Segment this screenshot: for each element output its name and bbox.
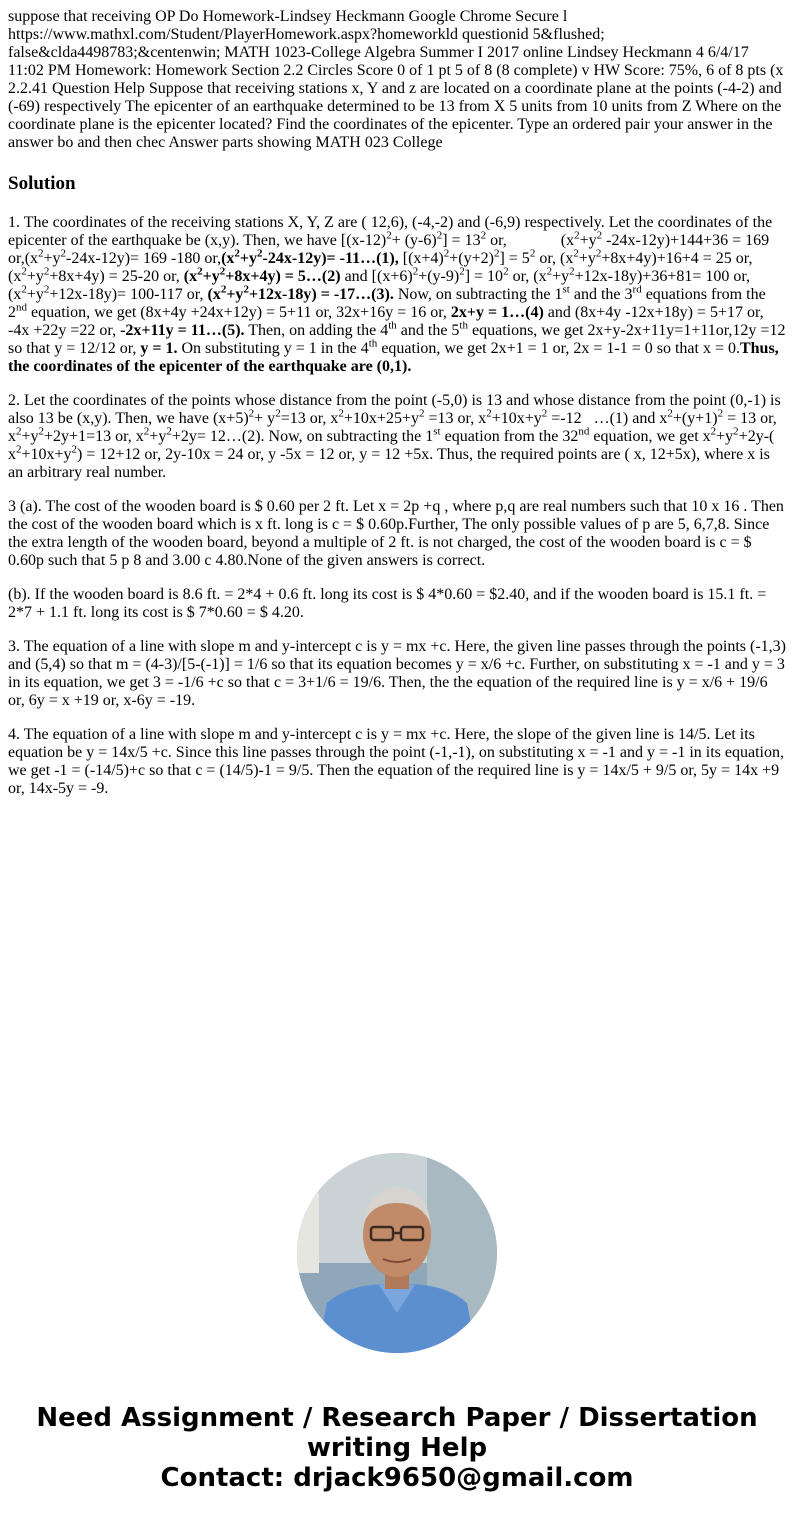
equation-4: 2x+y = 1…(4) [450, 304, 544, 321]
solution-paragraph-line-2: 4. The equation of a line with slope m and y-intercept c is y = mx +c. Here, the slope of the given line is 14/5. Let its equation be y = 14x/5 +c. Since this line passes through the point (-1,-1), on substituting x = -1 and y = -1 in its equation, we get -1 = (-14/5)+c so that c = (14/5)-1 = 9/5. Then the equation of the required line is y = 14x/5 + 9/5 or, 5y = 14x +9 or, 14x-5y = -9. [8, 726, 784, 797]
promo-line-2: writing Help [306, 1433, 488, 1463]
solution-paragraph-line-1: 3. The equation of a line with slope m and y-intercept c is y = mx +c. Here, the given line passes through the points (-1,3) and (5,4) so that m = (4-3)/[5-(-1)] = 1/6 so that its equation becomes y = x/6 +c. Further, on substituting x = -1 and y = 3 in its equation, we get 3 = -1/6 +c so that c = 3+1/6 = 19/6. Then, the the equation of the required line is y = x/6 + 19/6 or, 6y = x +19 or, x-6y = -19. [8, 638, 787, 709]
equation-1: $(x^2+y^2-24x-12y)=$ -11…(1), [221, 247, 399, 267]
promo-banner [0, 1403, 794, 1493]
solution-paragraph-1: 1. The coordinates of the receiving stations X, Y, Z are ( 12,6), (-4,-2) and (-6,9) respectively. Let the coordinates of the epicenter of the earthquake be (x,y). Then, we have $[(x-12)^2+ (y-6)^2] = 13^2$ or, ($x^2+y^2$ -24x-12y)+144+36 = 169 $or,(x^2+y^2-24x-12y)= 169$ -180 $or,(x^2+y^2-24x-12y)=$ -11…(1), $[(x+4)^2+(y+2)^2] = 5^2$ or, $(x^2+y^2+8x+4y)+16+4 = 25$ or, $(x^2+y^2+8x+4y) = 25-20$ or, $(x^2+y^2+8x+4y)$ = 5…(2) and $[(x+6)^2+(y-9)^2] = 10^2$ or, $(x^2+y^2+12x-18y)+36+81= 100$ or, $(x^2+y^2+12x-18y)= 100-117$ or, $(x^2+y^2+12x-18y)$ = -17…(3). Now, on subtracting the 1st and the 3rd equations from the 2nd equation, we get (8x+4y +24x+12y) = 5+11 or, 32x+16y = 16 or, 2x+y = 1…(4) and (8x+4y -12x+18y) = 5+17 or, -4x +22y =22 or, -2x+11y = 11…(5). Then, on adding the 4th and the 5th equations, we get 2x+y-2x+11y=1+11or,12y =12 so that y = 12/12 or, y = 1. On substituting y = 1 in the 4th equation, we get 2x+1 = 1 or, 2x = 1-1 = 0 so that x = 0.Thus, the coordinates of the epicenter of the earthquake are (0,1). [8, 214, 786, 375]
document-body [8, 8, 786, 814]
author-avatar [297, 1153, 497, 1353]
equation-5: -2x+11y = 11…(5). [120, 322, 245, 339]
solution-heading: Solution [8, 173, 76, 194]
promo-contact: Contact: drjack9650@gmail.com [160, 1463, 634, 1493]
y-value: y = 1. [140, 340, 178, 357]
solution-paragraph-3a: 3 (a). The cost of the wooden board is $ 0.60 per 2 ft. Let x = 2p +q , where p,q are real numbers such that 10 x 16 . Then the cost of the wooden board which is x ft. long is c = $ 0.60p.Further, The only possible values of p are 5, 6,7,8. Since the extra length of the wooden board, beyond a multiple of 2 ft. is not charged, the cost of the wooden board is c = $ 0.60p such that 5 p 8 and 3.00 c 4.80.None of the given answers is correct. [8, 498, 784, 569]
author-portrait [297, 1153, 497, 1353]
solution-paragraph-3b: (b). If the wooden board is 8.6 ft. = 2*4 + 0.6 ft. long its cost is $ 4*0.60 = $2.40, and if the wooden board is 15.1 ft. = 2*7 + 1.1 ft. long its cost is $ 7*0.60 = $ 4.20. [8, 586, 767, 621]
question-text: suppose that receiving OP Do Homework-Lindsey Heckmann Google Chrome Secure l https://www.mathxl.com/Student/PlayerHomework.aspx?homeworkld questionid 5&flushed; false&clda4498783;&centenwin; MATH 1023-College Algebra Summer I 2017 online Lindsey Heckmann 4 6/4/17 11:02 PM Homework: Homework Section 2.2 Circles Score 0 of 1 pt 5 of 8 (8 complete) v HW Score: 75%, 6 of 8 pts (x 2.2.41 Question Help Suppose that receiving stations x, Y and z are located on a coordinate plane at the points (-4-2) and (-69) respectively The epicenter of an earthquake determined to be 13 from X 5 units from 10 units from Z Where on the coordinate plane is the epicenter located? Find the coordinates of the epicenter. Type an ordered pair your answer in the answer bo and then chec Answer parts showing MATH 023 College [8, 8, 784, 151]
equation-3: $(x^2+y^2+12x-18y)$ = -17…(3). [207, 283, 394, 303]
solution-paragraph-2: 2. Let the coordinates of the points whose distance from the point (-5,0) is 13 and whose distance from the point (0,-1) is also 13 be (x,y). Then, we have $(x+5)^2+ y^2=13$ or, $x^2+10x+25+y^2 =13$ or, $x^2+10x+y^2 =-12$ …(1) and $x^2+(y+1)^2 = 13$ or, $x^2+y^2+2y+1=13$ or, $x^2+y^2+2y=$ 12…(2). Now, on subtracting the 1st equation from the 32nd equation, we get $x^2+y^2+2y-$( $x^2+10x+y^2) = 12+12$ or, 2y-10x = 24 or, y -5x = 12 or, y = 12 +5x. Thus, the required points are ( x, 12+5x), where x is an arbitrary real number. [8, 392, 781, 481]
epicenter-answer: Thus, the coordinates of the epicenter of the earthquake are (0,1). [8, 340, 779, 375]
promo-line-1: Need Assignment / Research Paper / Dissertation [36, 1403, 758, 1433]
equation-2: $(x^2+y^2+8x+4y)$ = 5…(2) [183, 265, 341, 285]
